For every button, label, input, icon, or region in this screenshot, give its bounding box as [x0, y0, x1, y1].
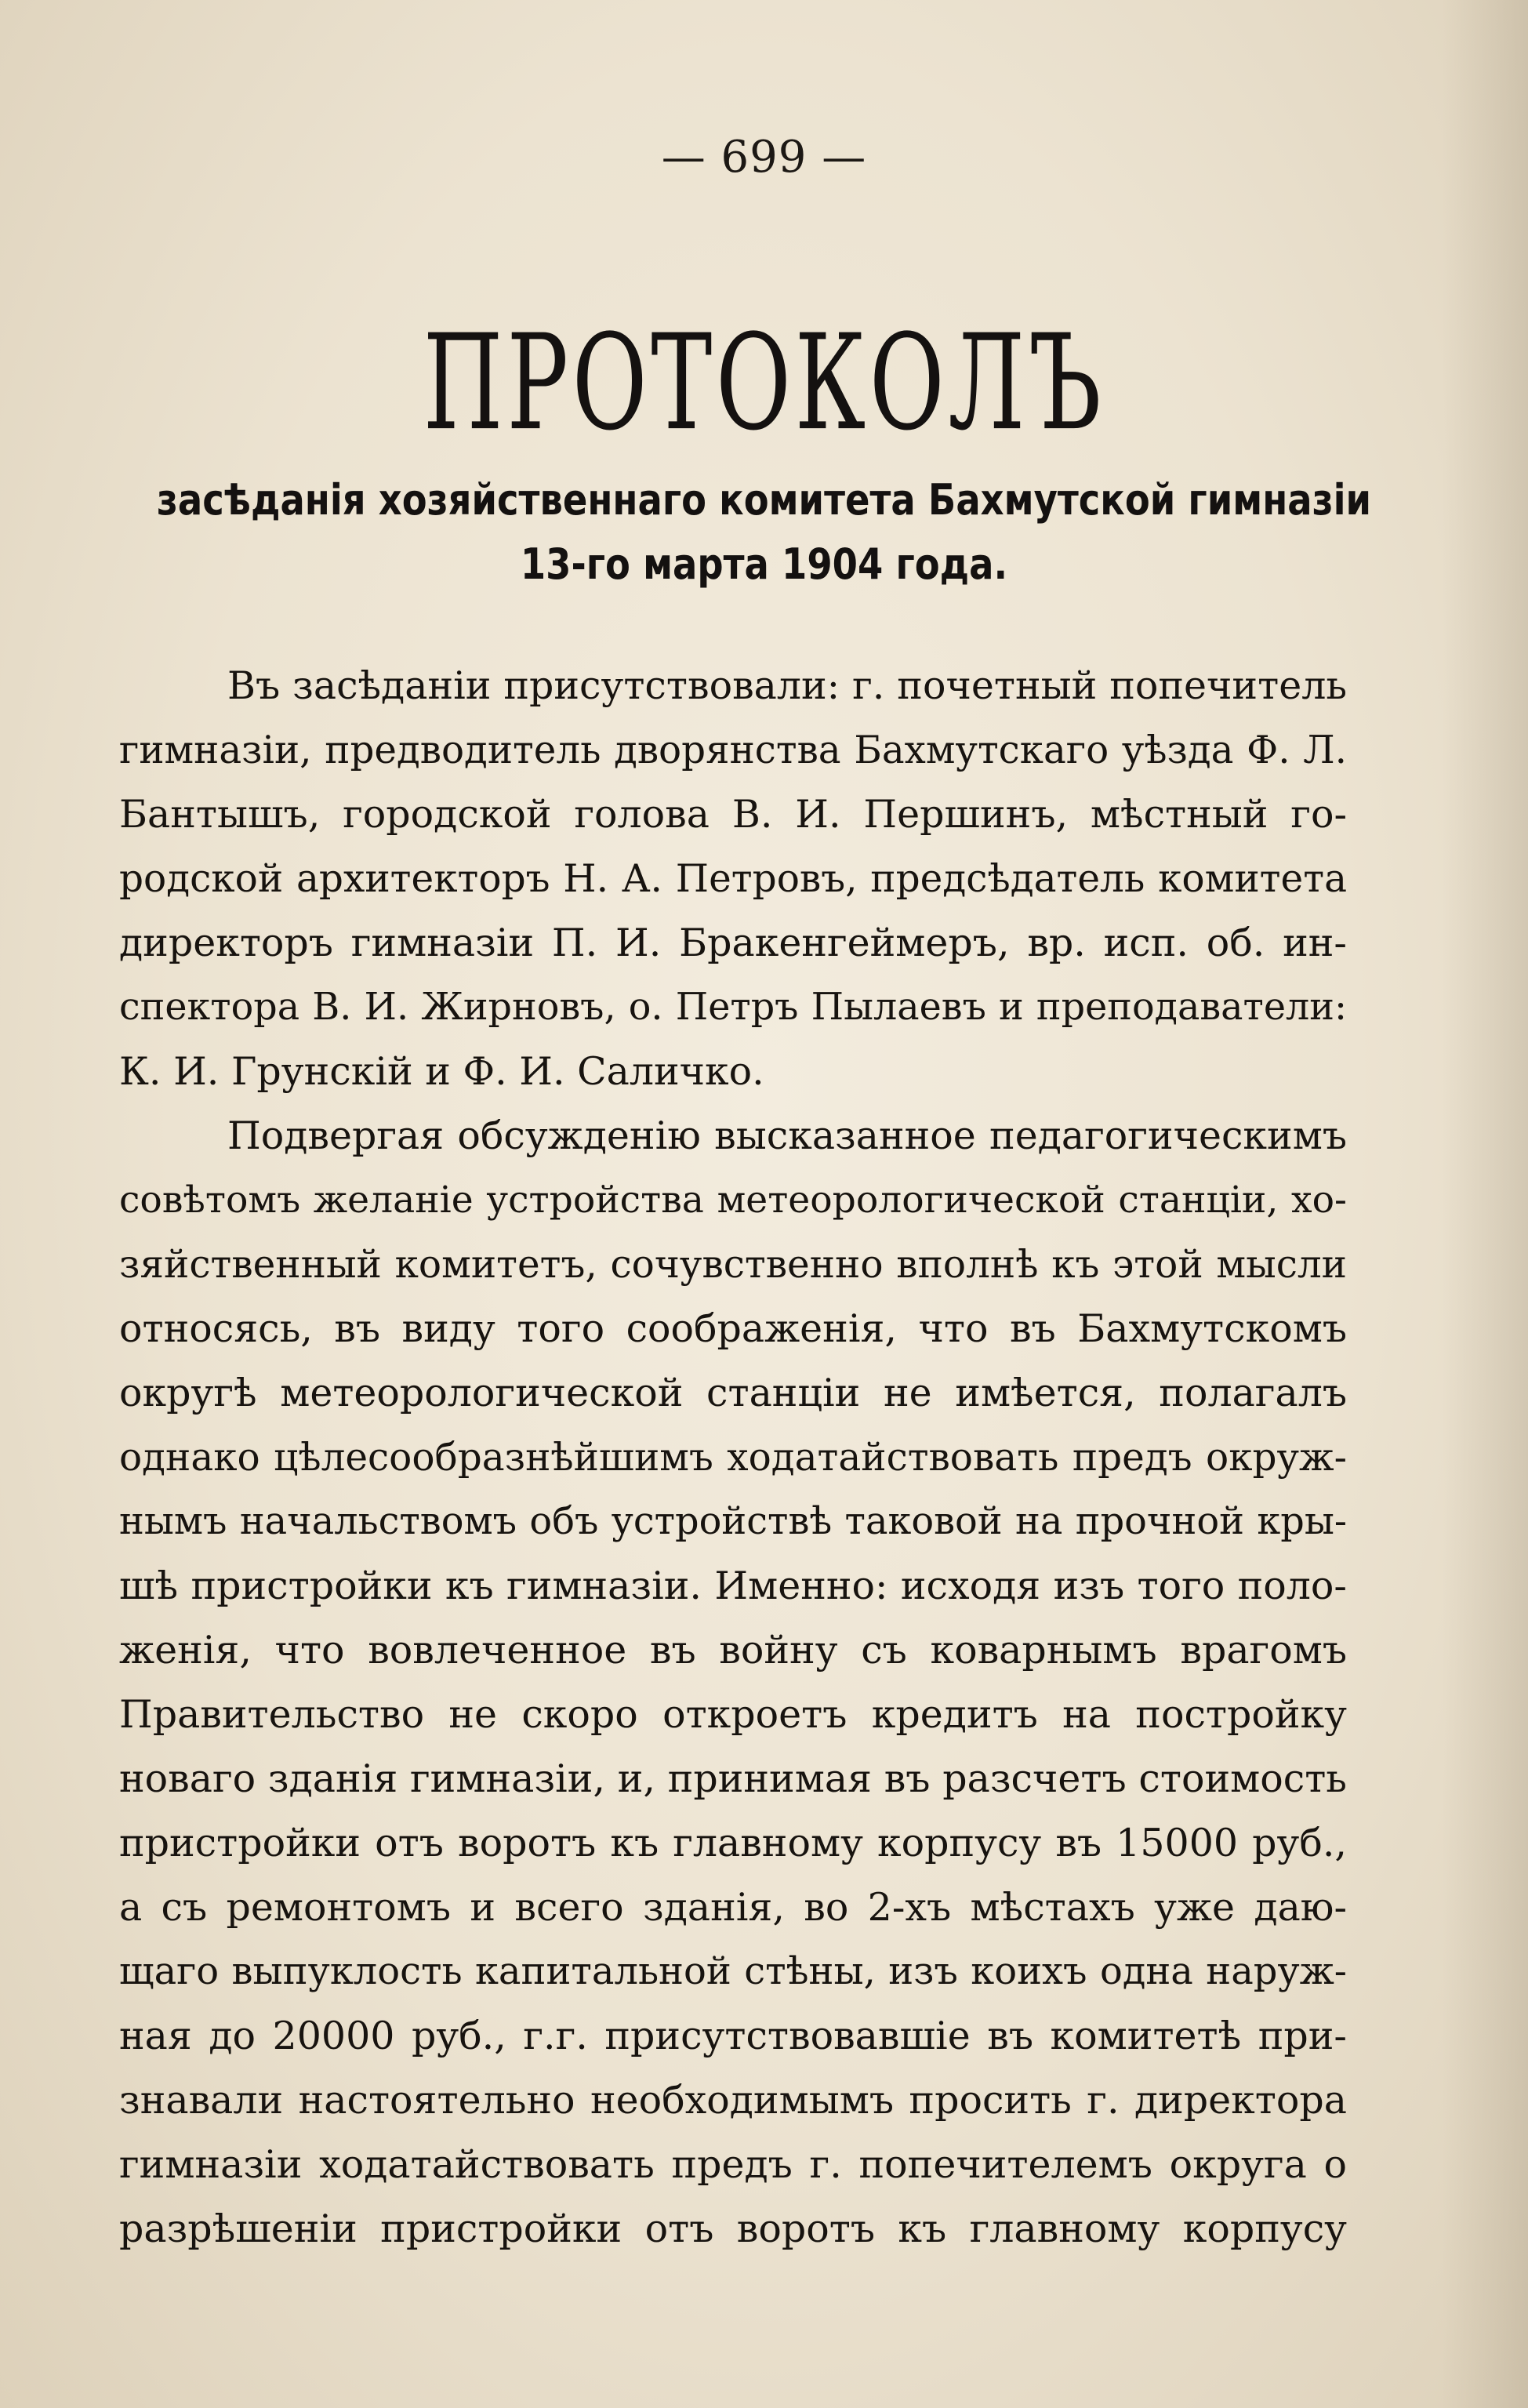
body-text — [119, 654, 1347, 2261]
text-line: округѣ метеорологической станціи не имѣется, полагалъ — [119, 1371, 1347, 1415]
subtitle-line-1: засѣданія хозяйственнаго комитета Бахмутской гимназіи — [156, 475, 1372, 525]
paragraph-attendees — [119, 654, 1347, 1104]
page-number: — 699 — — [661, 132, 867, 183]
text-line: спектора В. И. Жирновъ, о. Петръ Пылаевъ и преподаватели: — [119, 986, 1347, 1029]
paragraph-decision — [119, 1104, 1347, 2261]
text-line: ная до 20000 руб., г.г. присутствовавшіе въ комитетѣ при- — [119, 2014, 1347, 2058]
text-line: новаго зданія гимназіи, и, принимая въ разсчетъ стоимость — [119, 1756, 1347, 1801]
text-line: К. И. Грунскій и Ф. И. Саличко. — [119, 1049, 764, 1094]
text-line: щаго выпуклость капитальной стѣны, изъ коихъ одна наруж- — [119, 1950, 1347, 1993]
page-edge-shadow — [1442, 0, 1528, 2408]
text-line: Подвергая обсужденію высказанное педагогическимъ — [227, 1113, 1347, 1158]
text-line: родской архитекторъ Н. А. Петровъ, предсѣдатель комитета — [119, 857, 1347, 901]
text-line: Въ засѣданіи присутствовали: г. почетный попечитель — [227, 663, 1347, 708]
text-line: шѣ пристройки къ гимназіи. Именно: исходя изъ того поло- — [119, 1564, 1347, 1608]
text-line: нымъ начальствомъ объ устройствѣ таковой на прочной кры- — [119, 1500, 1347, 1543]
document-title: ПРОТОКОЛЪ — [423, 307, 1105, 460]
text-line: относясь, въ виду того соображенія, что въ Бахмутскомъ — [119, 1306, 1347, 1351]
text-line: Правительство не скоро откроетъ кредитъ на постройку — [119, 1692, 1347, 1737]
subtitle-line-2: 13-го марта 1904 года. — [520, 539, 1008, 589]
text-line: женія, что вовлеченное въ войну съ коварнымъ врагомъ — [119, 1628, 1347, 1673]
text-line: гимназіи, предводитель дворянства Бахмутскаго уѣзда Ф. Л. — [119, 728, 1347, 772]
text-line: знавали настоятельно необходимымъ просить г. директора — [119, 2078, 1347, 2123]
text-line: Бантышъ, городской голова В. И. Першинъ, мѣстный го- — [119, 792, 1347, 837]
text-line: директоръ гимназіи П. И. Бракенгеймеръ, вр. исп. об. ин- — [119, 921, 1347, 965]
text-line: а съ ремонтомъ и всего зданія, во 2-хъ мѣстахъ уже даю- — [119, 1885, 1347, 1930]
text-line: гимназіи ходатайствовать предъ г. попечителемъ округа о — [119, 2142, 1347, 2187]
text-line: совѣтомъ желаніе устройства метеорологической станціи, хо- — [119, 1179, 1347, 1222]
text-line: разрѣшеніи пристройки отъ воротъ къ главному корпусу — [119, 2206, 1347, 2251]
text-line: однако цѣлесообразнѣйшимъ ходатайствовать предъ окруж- — [119, 1436, 1347, 1480]
text-line: пристройки отъ воротъ къ главному корпусу въ 15000 руб., — [119, 1821, 1347, 1865]
text-line: зяйственный комитетъ, сочувственно вполнѣ къ этой мысли — [119, 1243, 1347, 1287]
